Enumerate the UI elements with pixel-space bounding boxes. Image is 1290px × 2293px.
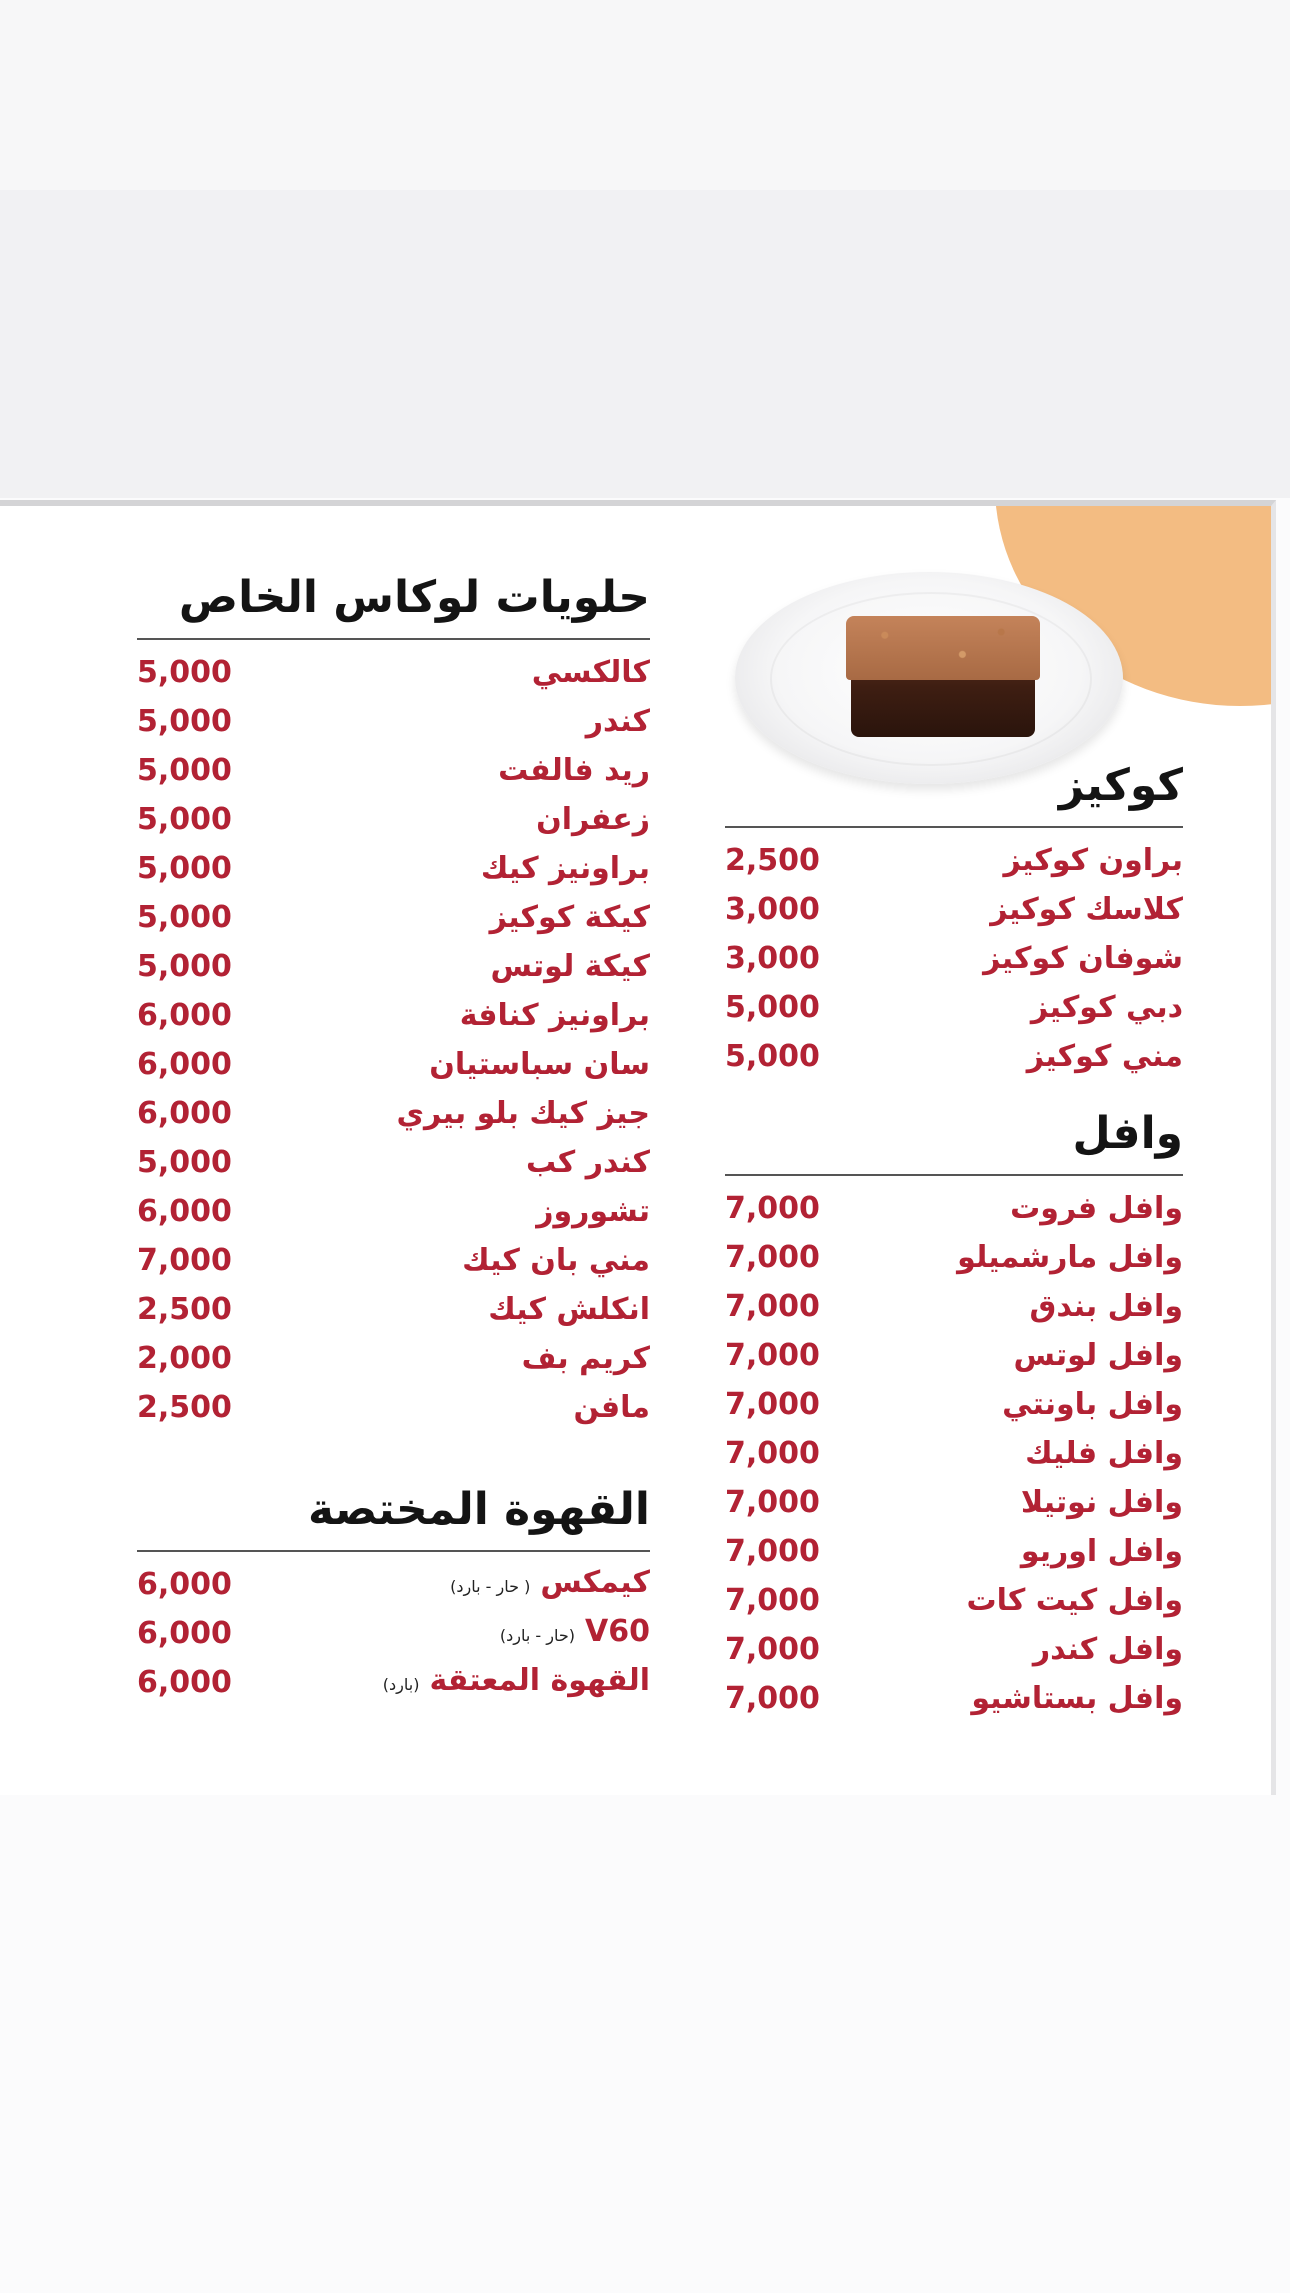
menu-item [137, 942, 650, 991]
item-price: 6,000 [137, 1665, 232, 1700]
item-price: 2,000 [137, 1341, 232, 1376]
item-name: زعفران [536, 802, 650, 837]
menu-item [725, 1282, 1183, 1331]
cookies-section [725, 758, 1183, 1081]
item-name-group [1033, 1625, 1183, 1674]
menu-item [137, 991, 650, 1040]
item-name: كالكسي [531, 655, 650, 690]
item-note: (حار - بارد) [499, 1626, 576, 1645]
item-name: انكلش كيك [488, 1292, 650, 1327]
item-price: 5,000 [137, 851, 232, 886]
item-name-group [966, 1576, 1183, 1625]
item-name-group [1031, 983, 1183, 1032]
item-name-group [1021, 1478, 1183, 1527]
menu-item [137, 1285, 650, 1334]
item-name-group [574, 1383, 650, 1432]
item-name-group [526, 1138, 650, 1187]
menu-item [725, 836, 1183, 885]
menu-item [725, 1184, 1183, 1233]
viewer-background [0, 190, 1290, 498]
item-name-group [397, 1089, 650, 1138]
item-name-group [536, 795, 650, 844]
item-name: وافل فروت [1010, 1191, 1183, 1226]
item-name-group [957, 1233, 1183, 1282]
specialty-coffee-section [137, 1482, 650, 1707]
item-name-group [586, 697, 650, 746]
menu-item [725, 1380, 1183, 1429]
item-name-group [1030, 1282, 1183, 1331]
item-name-group [983, 934, 1183, 983]
menu-item [137, 1609, 650, 1658]
item-name-group [1010, 1184, 1183, 1233]
item-price: 3,000 [725, 941, 820, 976]
menu-item [725, 1429, 1183, 1478]
item-name: القهوة المعتقة [429, 1663, 650, 1698]
menu-item [725, 1576, 1183, 1625]
item-price: 5,000 [137, 1145, 232, 1180]
menu-item [137, 1187, 650, 1236]
item-name-group [450, 1558, 650, 1611]
item-price: 2,500 [137, 1292, 232, 1327]
menu-item [137, 1040, 650, 1089]
item-price: 5,000 [137, 753, 232, 788]
item-price: 6,000 [137, 1047, 232, 1082]
menu-item [137, 1236, 650, 1285]
menu-item [725, 983, 1183, 1032]
item-name: كيمكس [540, 1565, 650, 1600]
menu-item [725, 1625, 1183, 1674]
item-price: 3,000 [725, 892, 820, 927]
menu-item [137, 746, 650, 795]
section-divider [725, 826, 1183, 828]
menu-item [137, 795, 650, 844]
item-name-group [1021, 1527, 1183, 1576]
item-name: سان سباستيان [429, 1047, 650, 1082]
cookies-items [725, 836, 1183, 1081]
item-name-group [460, 991, 650, 1040]
item-name: وافل لوتس [1013, 1338, 1183, 1373]
item-name: وافل بستاشيو [971, 1681, 1183, 1716]
item-price: 7,000 [725, 1681, 820, 1716]
item-name: وافل اوريو [1020, 1534, 1183, 1569]
item-price: 5,000 [137, 704, 232, 739]
special-desserts-section [137, 570, 650, 1432]
menu-item [137, 1383, 650, 1432]
item-name-group [498, 746, 650, 795]
section-divider [137, 1550, 650, 1552]
item-name-group [490, 942, 650, 991]
item-price: 7,000 [725, 1632, 820, 1667]
brownie-topping [846, 616, 1040, 680]
item-note: ( حار - بارد) [450, 1577, 531, 1596]
item-name-group [1027, 1032, 1183, 1081]
waffle-items [725, 1184, 1183, 1723]
item-name: كيكة كوكيز [489, 900, 650, 935]
item-name: تشوروز [536, 1194, 650, 1229]
menu-item [137, 697, 650, 746]
item-name: دبي كوكيز [1030, 990, 1183, 1025]
item-price: 5,000 [137, 949, 232, 984]
item-price: 7,000 [725, 1583, 820, 1618]
item-price: 6,000 [137, 1567, 232, 1602]
menu-item [137, 1658, 650, 1707]
item-name: ريد فالفت [498, 753, 650, 788]
item-name-group [490, 893, 650, 942]
section-divider [137, 638, 650, 640]
item-name-group [522, 1334, 650, 1383]
item-name: كيكة لوتس [490, 949, 650, 984]
item-price: 5,000 [725, 990, 820, 1025]
menu-item [725, 1674, 1183, 1723]
item-name: وافل فليك [1025, 1436, 1183, 1471]
section-title: حلويات لوكاس الخاص [178, 572, 650, 623]
item-name-group [532, 648, 650, 697]
item-price: 7,000 [725, 1387, 820, 1422]
menu-item [137, 1560, 650, 1609]
menu-item [137, 648, 650, 697]
item-price: 6,000 [137, 998, 232, 1033]
item-price: 5,000 [137, 655, 232, 690]
item-name: وافل مارشميلو [957, 1240, 1183, 1275]
menu-item [137, 893, 650, 942]
item-name-group [1013, 1331, 1183, 1380]
item-price: 6,000 [137, 1096, 232, 1131]
top-background [0, 0, 1290, 190]
item-price: 7,000 [725, 1240, 820, 1275]
waffle-section [725, 1106, 1183, 1723]
item-price: 5,000 [137, 802, 232, 837]
item-name: وافل بندق [1029, 1289, 1183, 1324]
section-title: كوكيز [1058, 760, 1183, 811]
item-name-group [429, 1040, 650, 1089]
section-title: القهوة المختصة [307, 1484, 650, 1535]
item-name: وافل كيت كات [966, 1583, 1183, 1618]
item-name: كندر [585, 704, 650, 739]
item-name: مني بان كيك [462, 1243, 650, 1278]
item-name: كريم بف [521, 1341, 650, 1376]
item-name-group [1003, 836, 1183, 885]
item-price: 6,000 [137, 1616, 232, 1651]
item-price: 2,500 [137, 1390, 232, 1425]
item-name: براونيز كنافة [459, 998, 650, 1033]
item-price: 7,000 [725, 1338, 820, 1373]
item-name-group [971, 1674, 1183, 1723]
item-price: 7,000 [725, 1534, 820, 1569]
menu-item [137, 1089, 650, 1138]
menu-page [0, 500, 1276, 1795]
item-name-group [383, 1656, 650, 1709]
item-name-group [462, 1236, 650, 1285]
menu-item [725, 1478, 1183, 1527]
item-name-group [1002, 1380, 1183, 1429]
coffee-items [137, 1560, 650, 1707]
item-name: شوفان كوكيز [983, 941, 1183, 976]
item-price: 5,000 [725, 1039, 820, 1074]
item-name-group [536, 1187, 650, 1236]
item-price: 7,000 [725, 1289, 820, 1324]
item-name: وافل نوتيلا [1020, 1485, 1183, 1520]
menu-item [725, 934, 1183, 983]
item-price: 7,000 [725, 1436, 820, 1471]
menu-item [725, 1527, 1183, 1576]
item-name: جيز كيك بلو بيري [396, 1096, 650, 1131]
item-price: 6,000 [137, 1194, 232, 1229]
menu-item [137, 1138, 650, 1187]
item-name: كلاسك كوكيز [990, 892, 1183, 927]
section-divider [725, 1174, 1183, 1176]
menu-item [137, 1334, 650, 1383]
item-price: 7,000 [725, 1191, 820, 1226]
item-name: مافن [573, 1390, 650, 1425]
item-name: وافل كندر [1032, 1632, 1183, 1667]
special-items [137, 648, 650, 1432]
item-name-group [488, 1285, 650, 1334]
item-price: 2,500 [725, 843, 820, 878]
menu-item [725, 1233, 1183, 1282]
item-name-group [990, 885, 1183, 934]
item-price: 7,000 [725, 1485, 820, 1520]
item-name-group [500, 1607, 650, 1660]
item-name: براونيز كيك [480, 851, 650, 886]
menu-item [725, 885, 1183, 934]
item-name: مني كوكيز [1026, 1039, 1183, 1074]
item-name: براون كوكيز [1003, 843, 1183, 878]
item-name-group [481, 844, 650, 893]
menu-item [137, 844, 650, 893]
item-name: كندر كب [526, 1145, 650, 1180]
menu-item [725, 1032, 1183, 1081]
item-price: 7,000 [137, 1243, 232, 1278]
item-price: 5,000 [137, 900, 232, 935]
item-name: وافل باونتي [1002, 1387, 1183, 1422]
item-name-group [1025, 1429, 1183, 1478]
item-name: V60 [585, 1614, 650, 1649]
item-note: (بارد) [382, 1675, 420, 1694]
menu-item [725, 1331, 1183, 1380]
section-title: وافل [1072, 1108, 1183, 1159]
